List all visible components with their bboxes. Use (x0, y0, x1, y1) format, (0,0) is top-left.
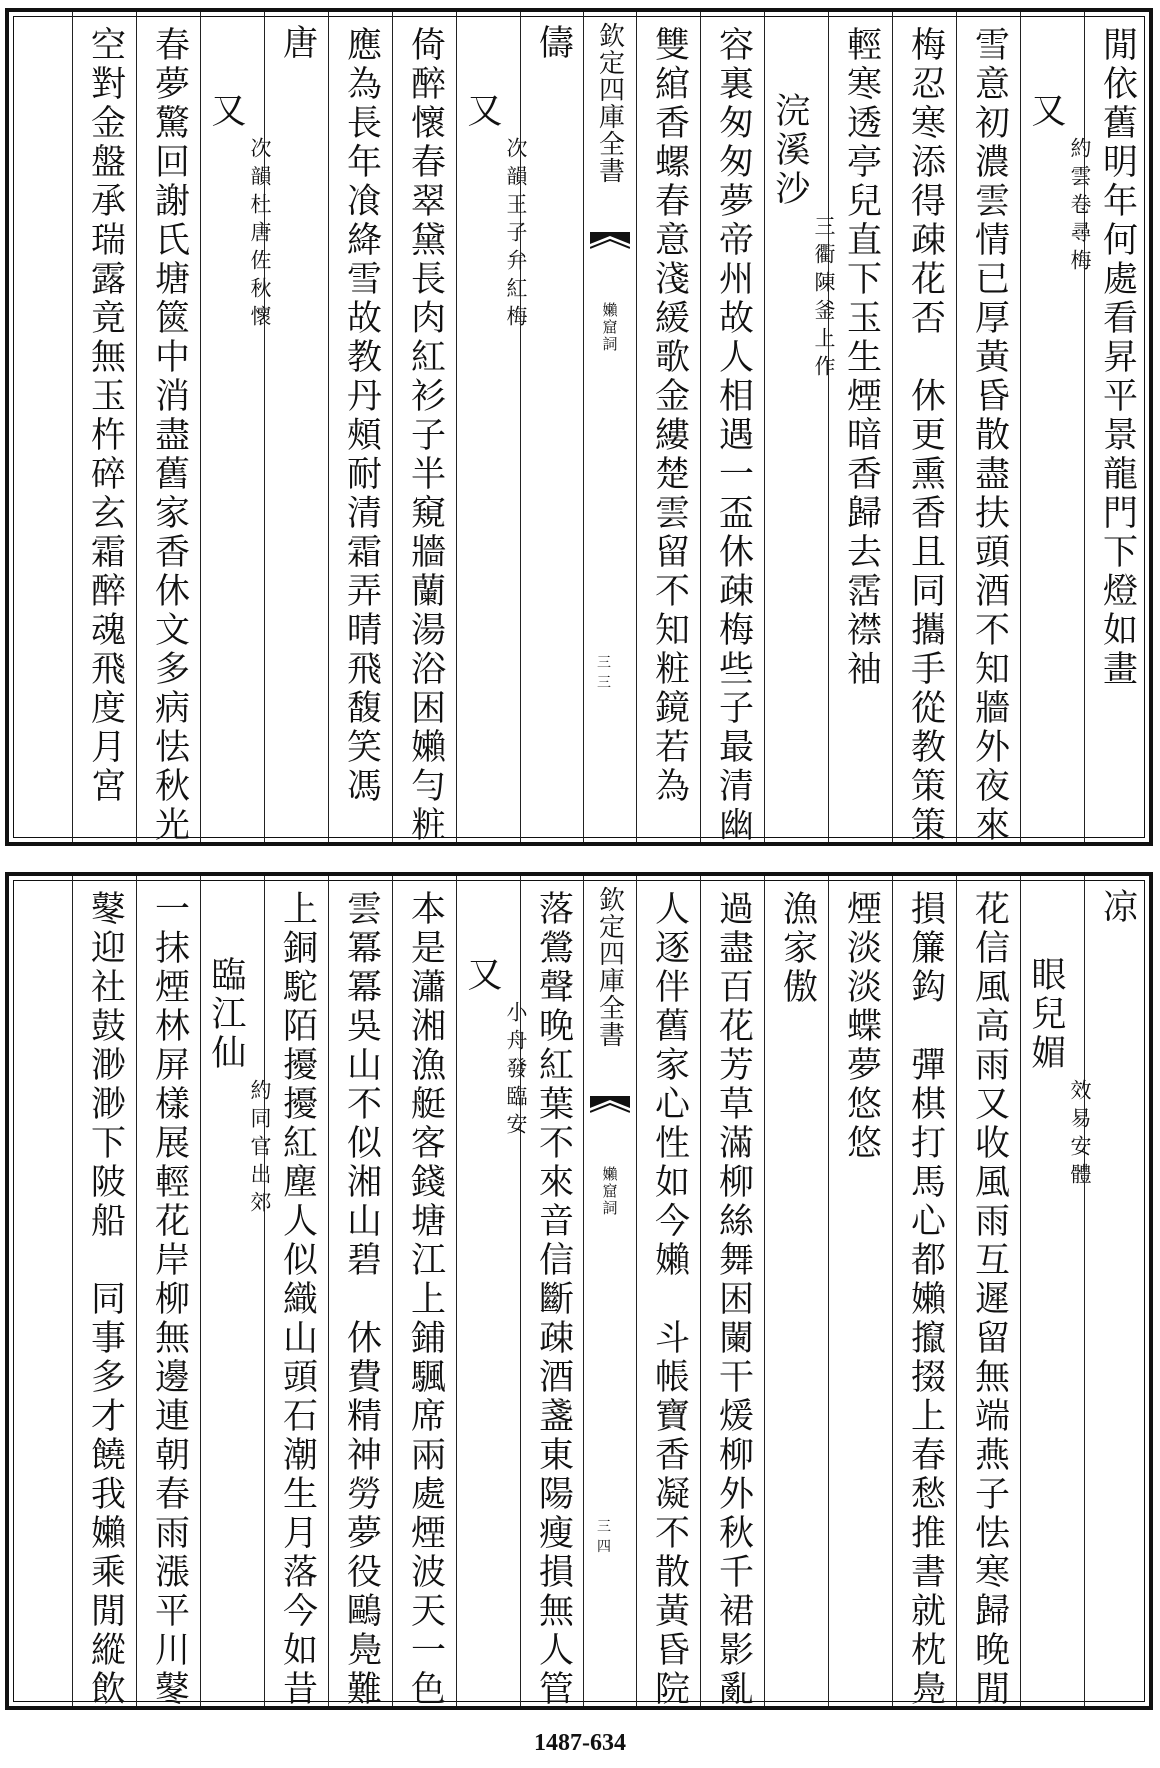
text-column (200, 876, 272, 1706)
work-name: 嬾窟詞 (600, 1166, 619, 1217)
text-column (1020, 876, 1092, 1706)
text-column (328, 12, 393, 842)
poem-title: 又 (461, 92, 502, 131)
poem-title: 又 (461, 956, 502, 995)
poem-note: 次韻王子弁紅梅 (504, 137, 528, 333)
text-line: 梅忍寒添得疎花否 休更熏香且同攜手從教策策 (905, 26, 946, 845)
text-column (892, 876, 957, 1709)
poem-note: 約同官出郊 (248, 1079, 272, 1219)
text-line: 鼕迎社鼓渺渺下陂船 同事多才饒我嬾乘閒縱飲 (85, 890, 126, 1709)
poem-note: 約雲卷尋梅 (1068, 137, 1092, 277)
page-footer-number: 1487-634 (534, 1730, 626, 1756)
poem-title: 臨江仙 (205, 956, 246, 1073)
text-line: 本是瀟湘漁艇客錢塘江上鋪颿席兩處煙波天一色 (405, 890, 446, 1709)
text-line: 上銅駝陌擾擾紅塵人似織山頭石潮生月落今如昔 (277, 890, 318, 1709)
poem-title: 眼兒媚 (1025, 956, 1066, 1073)
folio-number: 三四 (597, 1519, 611, 1555)
poem-title: 又 (205, 92, 246, 131)
text-line: 應為長年飡絳雪故教丹頰耐清霜弄晴飛馥笑馮 (341, 26, 382, 806)
poem-note: 三衢陳釜上作 (812, 215, 836, 383)
text-column (456, 876, 528, 1706)
text-column (636, 876, 701, 1709)
poem-note: 效易安體 (1068, 1079, 1092, 1191)
text-column (1020, 12, 1092, 842)
center-label-column (583, 12, 637, 842)
text-column (700, 876, 765, 1709)
text-column (136, 876, 201, 1709)
text-column (264, 876, 329, 1709)
text-line: 雪意初濃雲情已厚黃昏散盡扶頭酒不知牆外夜來 (969, 26, 1010, 845)
text-line: 人逐伴舊家心性如今嬾 斗帳寶香凝不散黃昏院 (649, 890, 690, 1709)
text-line: 雲冪冪吳山不似湘山碧 休費精神勞夢役鷗鳧難 (341, 890, 382, 1709)
center-label-column (583, 876, 637, 1706)
text-column (700, 12, 765, 845)
upper-page (0, 0, 1160, 860)
text-column (892, 12, 957, 845)
text-column (828, 12, 893, 842)
collection-title: 欽定四庫全書 (594, 22, 625, 184)
lower-page-frame (5, 872, 1153, 1710)
collection-title: 欽定四庫全書 (594, 886, 625, 1048)
text-line: 凉 (1097, 888, 1138, 927)
text-line: 過盡百花芳草滿柳絲舞困闌干煖柳外秋千裙影亂 (713, 890, 754, 1709)
text-column (456, 12, 528, 842)
text-column (392, 876, 457, 1709)
text-column (1084, 876, 1149, 1706)
text-column (392, 12, 457, 845)
lower-page (0, 870, 1160, 1730)
poem-note: 次韻杜唐佐秋懷 (248, 137, 272, 333)
text-column (956, 876, 1021, 1709)
text-column (72, 12, 137, 842)
text-line: 空對金盤承瑞露竟無玉杵碎玄霜醉魂飛度月宮 (85, 26, 126, 806)
text-line: 春夢驚回謝氏塘篋中消盡舊家香休文多病怯秋光 (149, 26, 190, 845)
text-column (72, 876, 137, 1709)
text-line: 漁家傲 (777, 890, 818, 1007)
text-line: 雙綰香螺春意淺緩歌金縷楚雲留不知粧鏡若為 (649, 26, 690, 806)
text-column (200, 12, 272, 842)
text-column (136, 12, 201, 845)
text-column (764, 876, 829, 1706)
fish-tail-mark-icon (590, 232, 630, 262)
text-line: 倚醉懷春翠黛長肉紅衫子半窺牆蘭湯浴困嬾勻粧 (405, 26, 446, 845)
poem-note: 小舟發臨安 (504, 1001, 528, 1141)
text-column (328, 876, 393, 1709)
poem-title: 浣溪沙 (769, 92, 810, 209)
upper-page-frame (5, 8, 1153, 846)
text-line: 一抹煙林屏樣展輕花岸柳無邊連朝春雨漲平川鼕 (149, 890, 190, 1709)
text-column (636, 12, 701, 842)
text-line: 損簾鈎 彈棋打馬心都嬾攛掇上春愁推書就枕鳧 (905, 890, 946, 1709)
text-line: 唐 (277, 24, 318, 63)
text-column (956, 12, 1021, 845)
text-column (828, 876, 893, 1706)
folio-number: 三三 (597, 655, 611, 691)
text-column (764, 12, 836, 842)
work-name: 嬾窟詞 (600, 302, 619, 353)
text-line: 儔 (533, 24, 574, 63)
poem-title: 又 (1025, 92, 1066, 131)
text-line: 花信風高雨又收風雨互遲留無端燕子怯寒歸晚閒 (969, 890, 1010, 1709)
text-line: 容裏匆匆夢帝州故人相遇一盃休疎梅些子最清幽 (713, 26, 754, 845)
text-line: 煙淡淡蝶夢悠悠 (841, 890, 882, 1163)
text-line: 落鶯聲晚紅葉不來音信斷疎酒盞東陽瘦損無人管 (533, 890, 574, 1709)
text-line: 輕寒透亭兒直下玉生煙暗香歸去霑襟袖 (841, 26, 882, 689)
text-line: 閒依舊明年何處看昇平景龍門下燈如畫 (1097, 26, 1138, 689)
fish-tail-mark-icon (590, 1096, 630, 1126)
